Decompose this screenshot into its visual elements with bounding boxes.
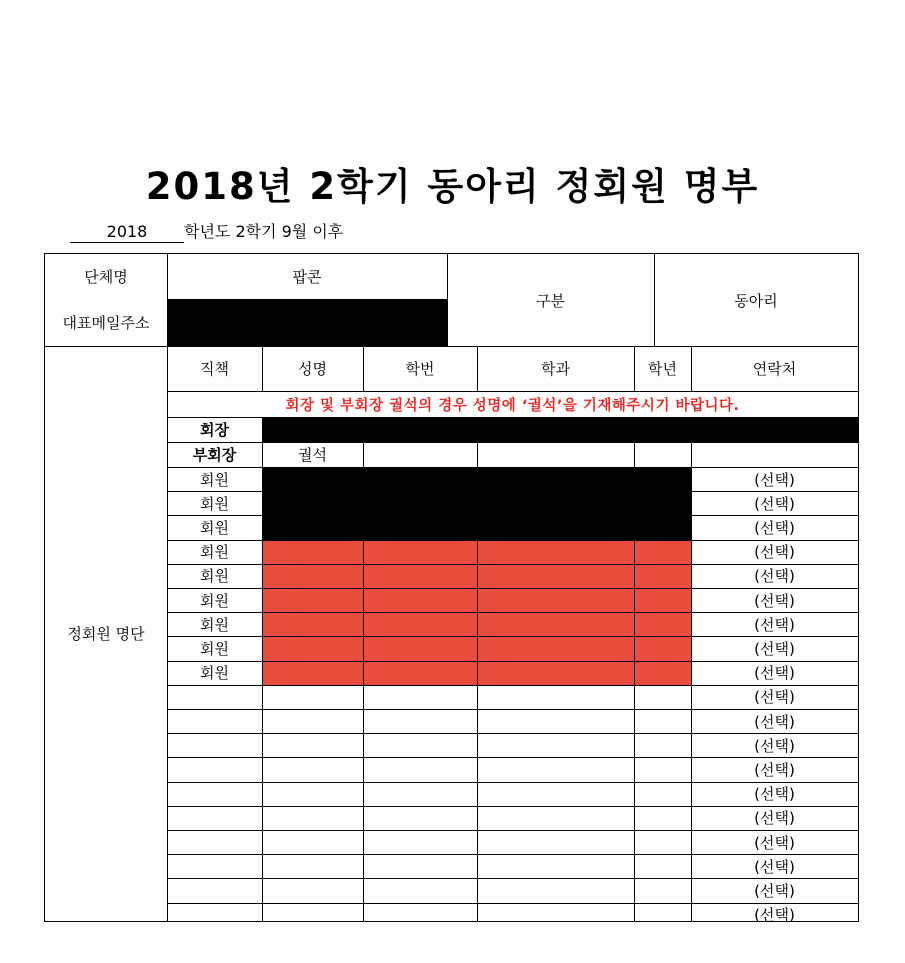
h-rule	[167, 540, 858, 541]
h-rule	[167, 491, 858, 492]
club-name-label: 단체명	[84, 268, 128, 286]
member-contact[interactable]: (선택)	[754, 906, 795, 925]
v-rule	[167, 346, 168, 921]
member-role: 회원	[200, 591, 229, 610]
v-rule	[262, 417, 263, 921]
member-role	[167, 685, 262, 709]
h-rule	[167, 612, 858, 613]
v-rule	[167, 254, 168, 346]
roster-section-label: 정회원 명단	[67, 625, 145, 643]
email-redacted	[167, 299, 447, 346]
member-contact[interactable]: (선택)	[754, 591, 795, 610]
v-rule	[477, 442, 478, 921]
member-contact[interactable]: (선택)	[754, 518, 795, 537]
member-role: 회원	[200, 639, 229, 658]
member-contact[interactable]: (선택)	[754, 567, 795, 586]
h-rule	[167, 515, 858, 516]
category-label: 구분	[536, 291, 565, 310]
header-role: 직책	[200, 360, 229, 378]
club-name-value[interactable]: 팝콘	[292, 268, 322, 286]
header-student-id: 학번	[405, 360, 435, 378]
member-contact[interactable]: (선택)	[754, 809, 795, 828]
h-rule	[167, 636, 858, 637]
member-role: 회원	[200, 543, 229, 562]
member-role	[167, 709, 262, 733]
member-contact[interactable]: (선택)	[754, 494, 795, 513]
h-rule	[167, 685, 858, 686]
h-rule	[167, 467, 858, 468]
v-rule	[691, 442, 692, 921]
v-rule	[262, 346, 263, 391]
vice-president-role: 부회장	[192, 446, 237, 464]
v-rule	[363, 442, 364, 921]
h-rule	[167, 417, 858, 418]
h-rule	[167, 806, 858, 807]
h-rule	[167, 854, 858, 855]
member-role	[167, 806, 262, 830]
member-contact[interactable]: (선택)	[754, 470, 795, 489]
term-text: 학년도 2학기 9월 이후	[184, 222, 344, 241]
h-rule	[167, 757, 858, 758]
page-title: 2018년 2학기 동아리 정회원 명부	[145, 165, 760, 208]
roster-table	[44, 253, 859, 925]
h-rule	[167, 299, 447, 300]
member-contact[interactable]: (선택)	[754, 664, 795, 683]
member-role	[167, 854, 262, 878]
member-contact[interactable]: (선택)	[754, 615, 795, 634]
member-contact[interactable]: (선택)	[754, 639, 795, 658]
h-rule	[167, 830, 858, 831]
h-rule	[167, 588, 858, 589]
member-role	[167, 757, 262, 781]
member-role	[167, 782, 262, 806]
member-contact[interactable]: (선택)	[754, 688, 795, 707]
category-value[interactable]: 동아리	[734, 291, 778, 310]
member-contact[interactable]: (선택)	[754, 833, 795, 852]
member-role: 회원	[200, 470, 229, 489]
h-rule	[167, 878, 858, 879]
year-field[interactable]: 2018	[70, 222, 184, 243]
h-rule	[167, 661, 858, 662]
member-role	[167, 733, 262, 757]
vice-president-name[interactable]: 궐석	[298, 446, 327, 464]
v-rule	[691, 346, 692, 391]
h-rule	[167, 391, 858, 392]
h-rule	[167, 564, 858, 565]
h-rule	[167, 733, 858, 734]
h-rule	[167, 903, 858, 904]
member-contact[interactable]: (선택)	[754, 760, 795, 779]
absence-notice: 회장 및 부회장 궐석의 경우 성명에 ‘궐석’을 기재해주시기 바랍니다.	[285, 397, 740, 414]
member-role: 회원	[200, 664, 229, 683]
member-role	[167, 903, 262, 927]
email-label: 대표메일주소	[62, 314, 150, 332]
h-rule	[167, 442, 858, 443]
member-role: 회원	[200, 567, 229, 586]
member-role: 회원	[200, 494, 229, 513]
h-rule	[167, 709, 858, 710]
president-redacted	[262, 417, 859, 442]
h-rule	[167, 782, 858, 783]
v-rule	[634, 346, 635, 391]
member-contact[interactable]: (선택)	[754, 881, 795, 900]
header-name: 성명	[298, 360, 327, 378]
member-contact[interactable]: (선택)	[754, 857, 795, 876]
member-contact[interactable]: (선택)	[754, 712, 795, 731]
header-grade: 학년	[648, 360, 677, 378]
v-rule	[447, 254, 448, 346]
member-contact[interactable]: (선택)	[754, 543, 795, 562]
member-role: 회원	[200, 615, 229, 634]
president-role: 회장	[200, 421, 229, 439]
member-contact[interactable]: (선택)	[754, 736, 795, 755]
member-role: 회원	[200, 518, 229, 537]
header-department: 학과	[541, 360, 570, 378]
member-role	[167, 878, 262, 902]
v-rule	[363, 346, 364, 391]
header-contact: 연락처	[752, 360, 797, 378]
academic-term-line	[70, 219, 343, 243]
member-role	[167, 830, 262, 854]
member-contact[interactable]: (선택)	[754, 785, 795, 804]
v-rule	[634, 442, 635, 921]
v-rule	[654, 254, 655, 346]
v-rule	[477, 346, 478, 391]
